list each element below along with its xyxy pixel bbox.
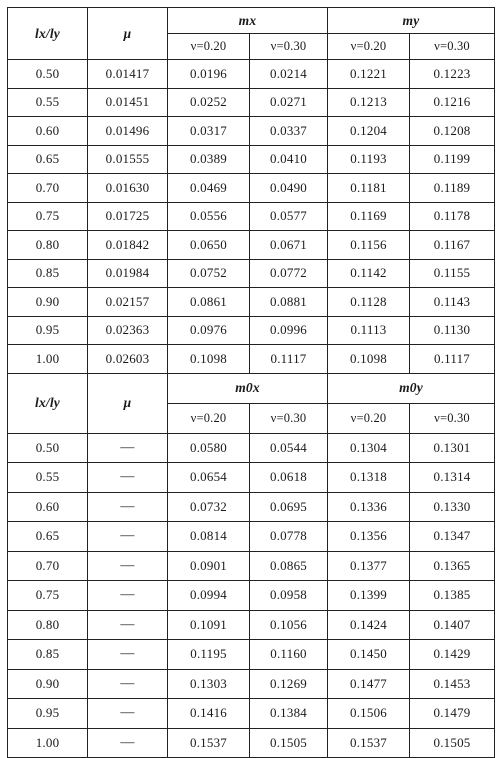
table-cell: 0.1537 (168, 728, 250, 758)
table-cell: 0.0881 (250, 288, 328, 317)
table-cell: 0.0544 (250, 433, 328, 463)
table-cell: 0.80 (8, 231, 88, 260)
table-row (8, 728, 495, 758)
table-cell: 0.1178 (410, 202, 495, 231)
table-cell: 0.95 (8, 699, 88, 729)
table-cell: 0.1130 (410, 316, 495, 345)
table-cell: 0.02363 (88, 316, 168, 345)
table-cell: 0.0865 (250, 551, 328, 581)
table-cell: 0.0490 (250, 174, 328, 203)
table-cell: 0.1169 (328, 202, 410, 231)
table-cell: 0.1098 (168, 345, 250, 374)
table-cell: 0.1117 (250, 345, 328, 374)
table-cell: 0.1221 (328, 60, 410, 89)
table-cell: 0.65 (8, 145, 88, 174)
coefficient-table (7, 7, 495, 758)
table-row (8, 463, 495, 493)
table-cell: 0.1156 (328, 231, 410, 260)
table-cell: 0.1537 (328, 728, 410, 758)
table-cell: 0.70 (8, 174, 88, 203)
table-cell: 0.1193 (328, 145, 410, 174)
table-cell: 0.02157 (88, 288, 168, 317)
table-cell: 1.00 (8, 728, 88, 758)
header-mu: μ (88, 8, 168, 60)
header-mx: mx (168, 8, 328, 34)
table-cell: 0.1223 (410, 60, 495, 89)
table-cell: 0.1314 (410, 463, 495, 493)
table-cell: 0.1128 (328, 288, 410, 317)
table-cell: 0.0994 (168, 581, 250, 611)
header-nu-020: ν=0.20 (328, 34, 410, 60)
table-cell: 0.60 (8, 117, 88, 146)
table-cell: — (88, 640, 168, 670)
table-cell: 0.1385 (410, 581, 495, 611)
table-cell: 0.1416 (168, 699, 250, 729)
table-cell: 0.0252 (168, 88, 250, 117)
table-cell: 0.90 (8, 288, 88, 317)
table-cell: 0.1377 (328, 551, 410, 581)
header-my: my (328, 8, 495, 34)
table-cell: 0.1303 (168, 669, 250, 699)
table-row (8, 640, 495, 670)
table-cell: 0.0671 (250, 231, 328, 260)
table-cell: 0.0214 (250, 60, 328, 89)
table-cell: 0.85 (8, 259, 88, 288)
table-cell: 0.1407 (410, 610, 495, 640)
table-cell: 0.1091 (168, 610, 250, 640)
table-row (8, 174, 495, 203)
table-cell: 0.1450 (328, 640, 410, 670)
table-cell: 0.0958 (250, 581, 328, 611)
table-cell: 0.1160 (250, 640, 328, 670)
table-row (8, 316, 495, 345)
table-cell: 0.1167 (410, 231, 495, 260)
table-cell: 0.1477 (328, 669, 410, 699)
header-m0y: m0y (328, 373, 495, 403)
table-cell: 0.1453 (410, 669, 495, 699)
table-cell: 0.1117 (410, 345, 495, 374)
header-nu-020: ν=0.20 (328, 403, 410, 433)
table-cell: 0.1189 (410, 174, 495, 203)
table-cell: 0.0778 (250, 522, 328, 552)
table-cell: 0.0580 (168, 433, 250, 463)
table-cell: 0.0861 (168, 288, 250, 317)
table-cell: 0.0556 (168, 202, 250, 231)
header-nu-030: ν=0.30 (250, 34, 328, 60)
table-cell: 0.1505 (410, 728, 495, 758)
table-cell: 0.1479 (410, 699, 495, 729)
table-cell: 0.1208 (410, 117, 495, 146)
table-row (8, 88, 495, 117)
table-cell: 0.1301 (410, 433, 495, 463)
table-row (8, 345, 495, 374)
header-nu-030: ν=0.30 (410, 403, 495, 433)
table-row (8, 522, 495, 552)
top-section (8, 8, 495, 60)
header-nu-020: ν=0.20 (168, 34, 250, 60)
table-cell: 0.01417 (88, 60, 168, 89)
table-cell: 0.1155 (410, 259, 495, 288)
table-cell: — (88, 728, 168, 758)
table-cell: 0.0389 (168, 145, 250, 174)
table-cell: 0.1195 (168, 640, 250, 670)
table-cell: 0.0996 (250, 316, 328, 345)
table-cell: 0.1347 (410, 522, 495, 552)
table-cell: 0.1204 (328, 117, 410, 146)
table-cell: 0.01984 (88, 259, 168, 288)
table-row (8, 492, 495, 522)
table-cell: 0.1269 (250, 669, 328, 699)
table-cell: 0.1330 (410, 492, 495, 522)
table-row (8, 288, 495, 317)
table-row (8, 60, 495, 89)
header-mu: μ (88, 373, 168, 433)
table-cell: 0.65 (8, 522, 88, 552)
table-cell: — (88, 699, 168, 729)
table-cell: 0.1216 (410, 88, 495, 117)
table-cell: 0.1399 (328, 581, 410, 611)
table-row (8, 551, 495, 581)
table-cell: 0.0901 (168, 551, 250, 581)
table-cell: 0.1356 (328, 522, 410, 552)
table-cell: 0.01630 (88, 174, 168, 203)
table-cell: 0.0650 (168, 231, 250, 260)
table-cell: 0.0271 (250, 88, 328, 117)
table-cell: 0.1304 (328, 433, 410, 463)
table-cell: 0.0772 (250, 259, 328, 288)
table-cell: 0.1113 (328, 316, 410, 345)
table-cell: 0.55 (8, 88, 88, 117)
table-cell: 0.60 (8, 492, 88, 522)
table-cell: 0.01555 (88, 145, 168, 174)
table-cell: 0.1424 (328, 610, 410, 640)
table-cell: — (88, 492, 168, 522)
table-cell: 0.0410 (250, 145, 328, 174)
table-cell: 0.1199 (410, 145, 495, 174)
table-cell: 0.1143 (410, 288, 495, 317)
table-cell: 0.0732 (168, 492, 250, 522)
table-cell: 0.02603 (88, 345, 168, 374)
table-cell: — (88, 669, 168, 699)
table-cell: 0.01451 (88, 88, 168, 117)
bottom-section (8, 373, 495, 433)
table-row (8, 433, 495, 463)
table-row (8, 117, 495, 146)
table-cell: 0.0317 (168, 117, 250, 146)
bottom-rows (8, 433, 495, 758)
table-row (8, 610, 495, 640)
table-cell: 0.01842 (88, 231, 168, 260)
table-cell: 0.0654 (168, 463, 250, 493)
table-cell: 0.50 (8, 60, 88, 89)
table-cell: 0.0196 (168, 60, 250, 89)
table-row (8, 145, 495, 174)
table-cell: 0.95 (8, 316, 88, 345)
table-row (8, 202, 495, 231)
table-row (8, 581, 495, 611)
table-cell: 0.1181 (328, 174, 410, 203)
header-nu-020: ν=0.20 (168, 403, 250, 433)
table-cell: 0.1429 (410, 640, 495, 670)
table-cell: 0.1056 (250, 610, 328, 640)
table-cell: 0.1142 (328, 259, 410, 288)
table-row (8, 259, 495, 288)
table-cell: 0.1365 (410, 551, 495, 581)
table-cell: 0.0337 (250, 117, 328, 146)
table-cell: 0.1318 (328, 463, 410, 493)
table-cell: 0.01725 (88, 202, 168, 231)
table-cell: 0.0752 (168, 259, 250, 288)
table-cell: 0.80 (8, 610, 88, 640)
table-cell: 0.1213 (328, 88, 410, 117)
table-cell: 0.50 (8, 433, 88, 463)
header-nu-030: ν=0.30 (250, 403, 328, 433)
table-row (8, 231, 495, 260)
top-rows (8, 60, 495, 374)
header-ratio: lx/ly (8, 8, 88, 60)
table-cell: 0.85 (8, 640, 88, 670)
table-cell: 0.0469 (168, 174, 250, 203)
table-row (8, 699, 495, 729)
table-cell: — (88, 433, 168, 463)
table-cell: 0.1336 (328, 492, 410, 522)
table-cell: — (88, 610, 168, 640)
header-ratio: lx/ly (8, 373, 88, 433)
table-cell: 0.0577 (250, 202, 328, 231)
table-cell: 0.1098 (328, 345, 410, 374)
table-cell: 0.0814 (168, 522, 250, 552)
table-cell: 0.1506 (328, 699, 410, 729)
table-cell: 1.00 (8, 345, 88, 374)
table-cell: 0.70 (8, 551, 88, 581)
table-cell: 0.0695 (250, 492, 328, 522)
table-cell: 0.0976 (168, 316, 250, 345)
table-cell: — (88, 551, 168, 581)
table-cell: — (88, 581, 168, 611)
table-cell: 0.01496 (88, 117, 168, 146)
table-cell: — (88, 463, 168, 493)
table-cell: 0.55 (8, 463, 88, 493)
table-cell: 0.1505 (250, 728, 328, 758)
table-cell: 0.0618 (250, 463, 328, 493)
header-nu-030: ν=0.30 (410, 34, 495, 60)
header-m0x: m0x (168, 373, 328, 403)
table-cell: 0.75 (8, 202, 88, 231)
table-cell: 0.1384 (250, 699, 328, 729)
table-cell: — (88, 522, 168, 552)
table-row (8, 669, 495, 699)
table-cell: 0.75 (8, 581, 88, 611)
table-cell: 0.90 (8, 669, 88, 699)
